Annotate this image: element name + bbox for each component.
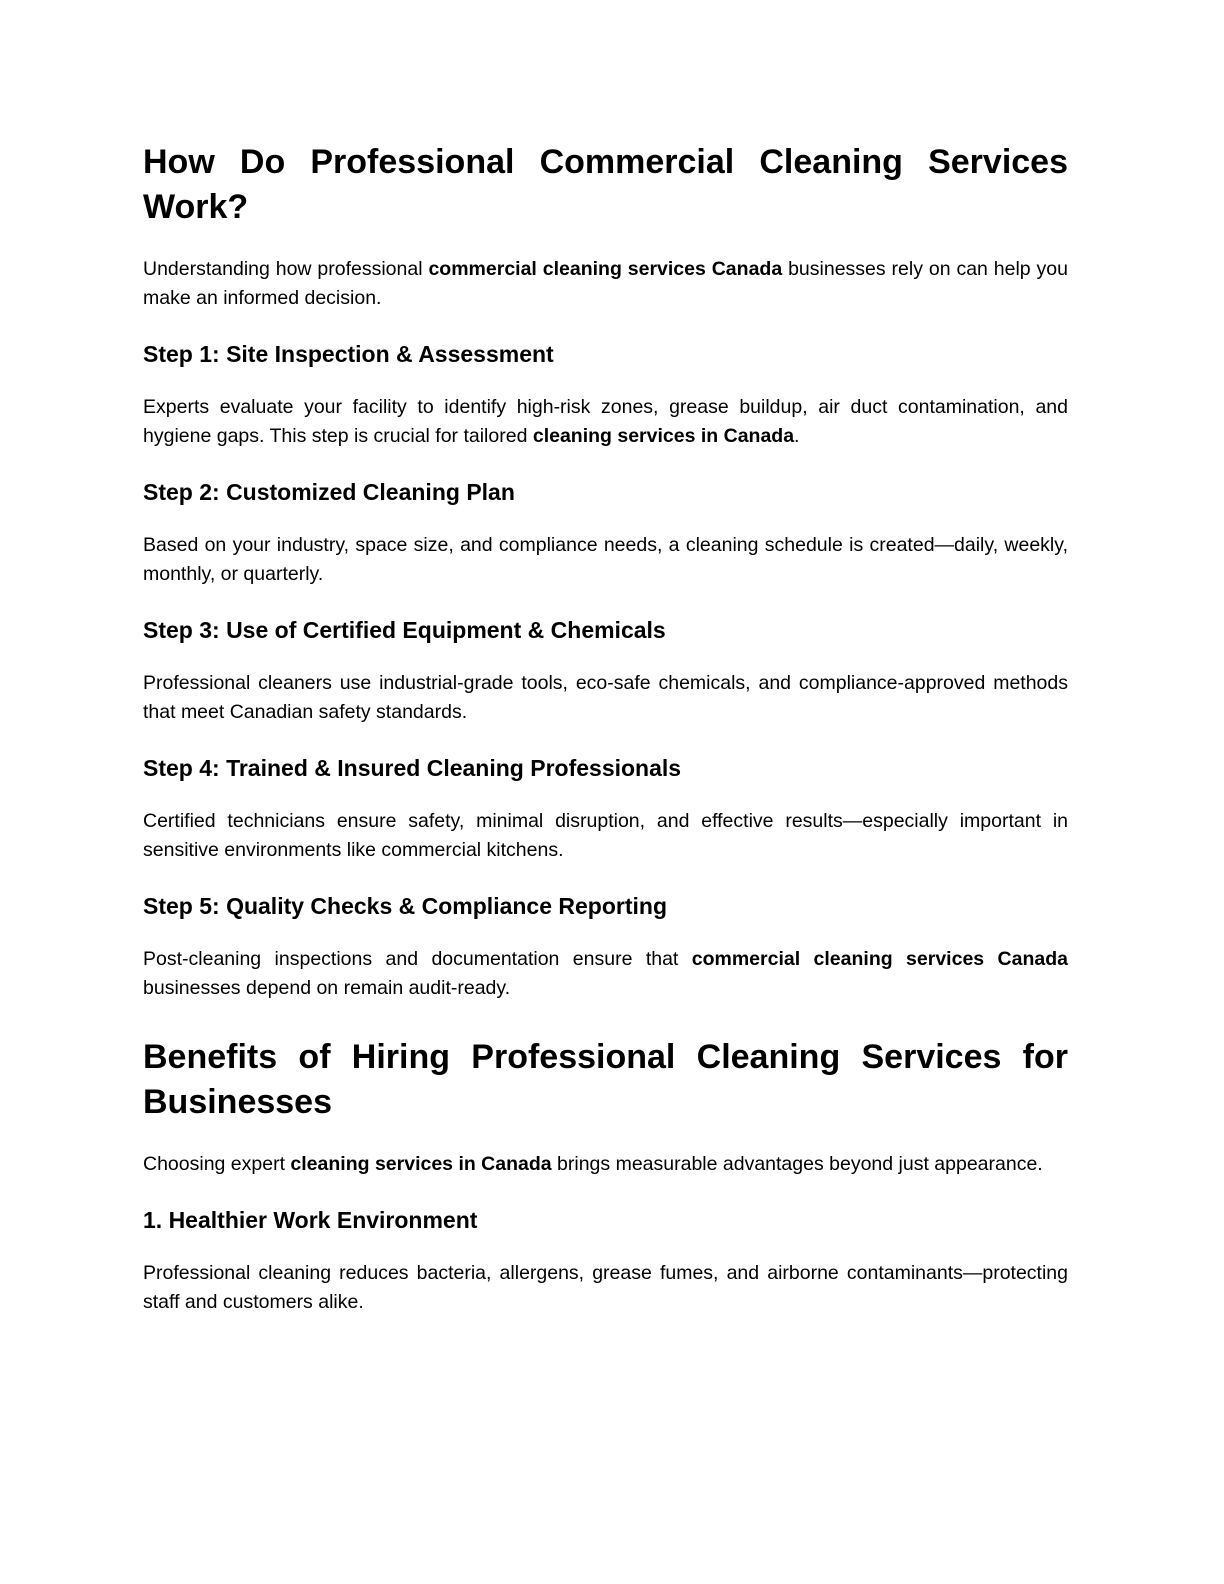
bold-text: commercial cleaning services Canada bbox=[428, 258, 783, 280]
step-heading: Step 2: Customized Cleaning Plan bbox=[143, 479, 515, 505]
text: Experts evaluate your facility to identify high-risk zones, grease buildup, air duct contamination, and hygiene gaps. This step is crucial for tailored bbox=[143, 396, 1068, 447]
step-paragraph bbox=[143, 807, 1068, 865]
step-paragraph bbox=[143, 669, 1068, 727]
text: Understanding how professional bbox=[143, 258, 429, 280]
step-heading: Step 4: Trained & Insured Cleaning Professionals bbox=[143, 755, 682, 781]
text: Post-cleaning inspections and documentation ensure that bbox=[143, 948, 692, 970]
text: businesses depend on remain audit-ready. bbox=[143, 977, 511, 999]
step-paragraph bbox=[143, 531, 1068, 589]
bold-text: cleaning services in Canada bbox=[290, 1153, 552, 1175]
step-heading: 1. Healthier Work Environment bbox=[143, 1207, 478, 1233]
section-title: How Do Professional Commercial Cleaning Services Work? bbox=[143, 143, 1068, 226]
bold-text: commercial cleaning services Canada bbox=[691, 948, 1068, 970]
bold-text: cleaning services in Canada bbox=[532, 425, 795, 447]
section-title: Benefits of Hiring Professional Cleaning Services for Businesses bbox=[143, 1038, 1068, 1121]
step-paragraph bbox=[143, 393, 1068, 451]
text: Professional cleaning reduces bacteria, allergens, grease fumes, and airborne contaminants—protecting staff and customers alike. bbox=[143, 1262, 1068, 1313]
text: Professional cleaners use industrial-grade tools, eco-safe chemicals, and compliance-approved methods that meet Canadian safety standards. bbox=[143, 672, 1068, 723]
step-heading: Step 5: Quality Checks & Compliance Reporting bbox=[143, 893, 667, 919]
intro-paragraph bbox=[143, 1150, 1068, 1179]
step-heading: Step 1: Site Inspection & Assessment bbox=[143, 341, 554, 367]
text: Certified technicians ensure safety, minimal disruption, and effective results—especially important in sensitive environments like commercial kitchens. bbox=[143, 810, 1068, 861]
content bbox=[143, 140, 1068, 1317]
text: Based on your industry, space size, and compliance needs, a cleaning schedule is created—daily, weekly, monthly, or quarterly. bbox=[143, 534, 1068, 585]
step-paragraph bbox=[143, 1259, 1068, 1317]
text: Choosing expert bbox=[143, 1153, 291, 1175]
intro-paragraph bbox=[143, 255, 1068, 313]
text: businesses rely on can help you make an informed decision. bbox=[143, 258, 1068, 309]
text: . bbox=[794, 425, 800, 447]
text: brings measurable advantages beyond just appearance. bbox=[551, 1153, 1043, 1175]
step-paragraph bbox=[143, 945, 1068, 1003]
step-heading: Step 3: Use of Certified Equipment & Chemicals bbox=[143, 617, 666, 643]
